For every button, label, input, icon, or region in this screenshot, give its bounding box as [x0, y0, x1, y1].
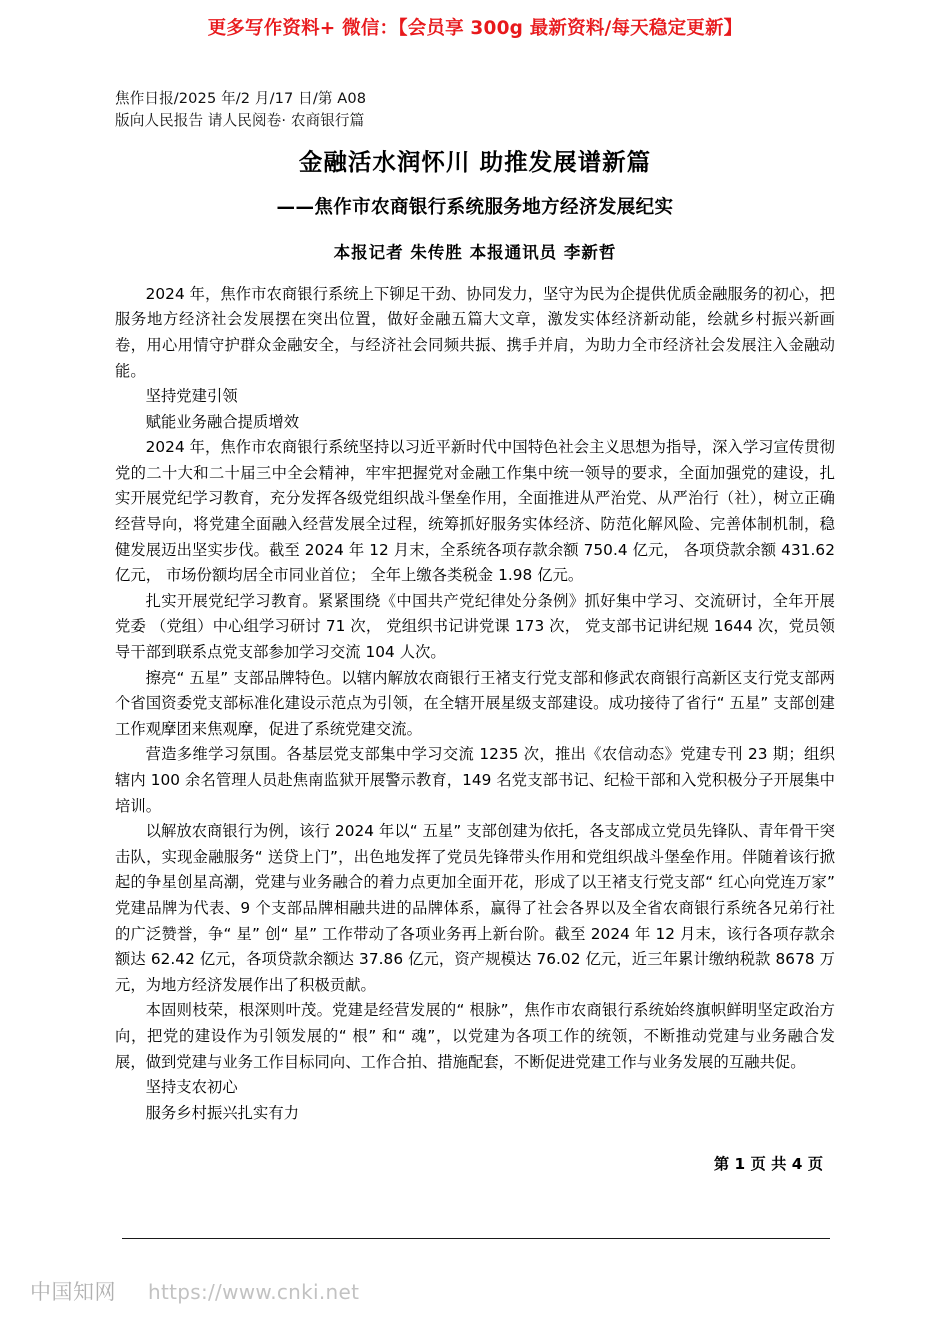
- paragraph: 扎实开展党纪学习教育。紧紧围绕《中国共产党纪律处分条例》抓好集中学习、交流研讨，全年开展党委 （党组）中心组学习研讨 71 次， 党组织书记讲党课 173 次， 党支部书记讲纪规 1644 次，党员领导干部到联系点党支部参加学习交流 104 人次。: [115, 591, 835, 662]
- document-page: [115, 88, 835, 1174]
- cnki-watermark: [30, 1276, 359, 1306]
- page-number: 第 1 页 共 4 页: [713, 1155, 823, 1174]
- byline: 本报记者 朱传胜 本报通讯员 李新哲: [333, 242, 617, 262]
- section-subheading: 服务乡村振兴扎实有力: [145, 1103, 300, 1122]
- paragraph: 营造多维学习氛围。各基层党支部集中学习交流 1235 次，推出《农信动态》党建专刊 23 期；组织辖内 100 余名管理人员赴焦南监狱开展警示教育，149 名党支部书记、纪检干部和入党积极分子开展集中培训。: [115, 745, 835, 815]
- section-heading: 坚持党建引领: [145, 387, 238, 406]
- paragraph: 擦亮“ 五星” 支部品牌特色。以辖内解放农商银行王褚支行党支部和修武农商银行高新区支行党支部两个省国资委党支部标准化建设示范点为引领，在全辖开展星级支部建设。成功接待了省行“ 五星” 支部创建工作观摩团来焦观摩，促进了系统党建交流。: [115, 668, 835, 738]
- page-subtitle: ——焦作市农商银行系统服务地方经济发展纪实: [276, 196, 674, 218]
- footer-divider: [122, 1238, 830, 1239]
- cnki-logo: 中国知网: [30, 1280, 116, 1304]
- section-subheading: 赋能业务融合提质增效: [145, 412, 300, 431]
- promo-banner: 更多写作资料+ 微信：【会员享 300g 最新资料/每天稳定更新】: [207, 18, 743, 39]
- paragraph: 以解放农商银行为例，该行 2024 年以“ 五星” 支部创建为依托，各支部成立党员先锋队、青年骨干突击队，实现金融服务“ 送贷上门”，出色地发挥了党员先锋带头作用和党组织战斗堡垒作用。伴随着该行掀起的争星创星高潮，党建与业务融合的着力点更加全面开花，形成了以王褚支行党支部“ 红心向党连万家” 党建品牌为代表、9 个支部品牌相融共进的品牌体系，赢得了社会各界以及全省农商银行系统各兄弟行社的广泛赞誉，争“ 星” 创“ 星” 工作带动了各项业务再上新台阶。截至 2024 年 12 月末，该行各项存款余额达 62.42 亿元，各项贷款余额达 37.86 亿元，资产规模达 76.02 亿元，近三年累计缴纳税款 8678 万元，为地方经济发展作出了积极贡献。: [115, 822, 835, 994]
- page-title: 金融活水润怀川 助推发展谱新篇: [298, 148, 652, 176]
- section-heading: 坚持支农初心: [145, 1078, 238, 1097]
- article-body: [115, 282, 835, 1127]
- source-line-2: 版向人民报告 请人民阅卷· 农商银行篇: [115, 112, 365, 129]
- paragraph: 本固则枝荣，根深则叶茂。党建是经营发展的“ 根脉”，焦作市农商银行系统始终旗帜鲜明坚定政治方向，把党的建设作为引领发展的“ 根” 和“ 魂”，以党建为各项工作的统领，不断推动党建与业务融合发展，做到党建与业务工作目标同向、工作合拍、措施配套，不断促进党建工作与业务发展的互融共促。: [115, 1001, 835, 1071]
- cnki-url: https://www.cnki.net: [148, 1280, 360, 1304]
- source-line-1: 焦作日报/2025 年/2 月/17 日/第 A08: [115, 90, 367, 107]
- paragraph: 2024 年，焦作市农商银行系统上下铆足干劲、协同发力，坚守为民为企提供优质金融服务的初心，把服务地方经济社会发展摆在突出位置，做好金融五篇大文章，激发实体经济新动能，绘就乡村振兴新画卷，用心用情守护群众金融安全，与经济社会同频共振、携手并肩，为助力全市经济社会发展注入金融动能。: [115, 284, 835, 380]
- paragraph: 2024 年，焦作市农商银行系统坚持以习近平新时代中国特色社会主义思想为指导，深入学习宣传贯彻党的二十大和二十届三中全会精神，牢牢把握党对金融工作集中统一领导的要求，全面加强党的建设，扎实开展党纪学习教育，充分发挥各级党组织战斗堡垒作用，全面推进从严治党、从严治行（社），树立正确经营导向，将党建全面融入经营发展全过程，统筹抓好服务实体经济、防范化解风险、完善体制机制，稳健发展迈出坚实步伐。截至 2024 年 12 月末，全系统各项存款余额 750.4 亿元， 各项贷款余额 431.62 亿元， 市场份额均居全市同业首位； 全年上缴各类税金 1.98 亿元。: [115, 438, 835, 585]
